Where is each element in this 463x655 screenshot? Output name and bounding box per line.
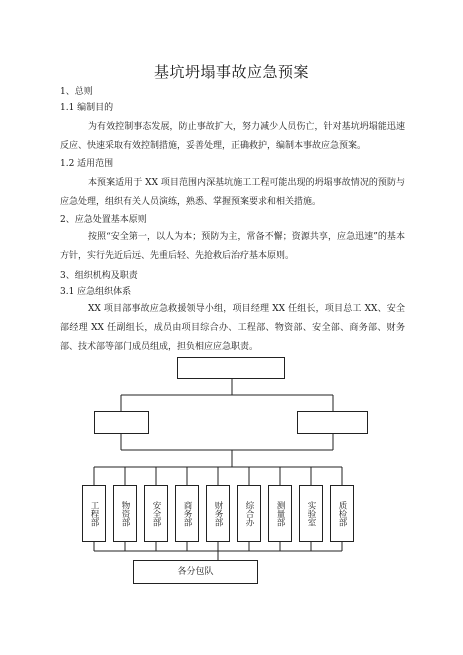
dept-commerce: 商务部 bbox=[175, 485, 199, 542]
paragraph-scope: 本预案适用于 XX 项目范围内深基坑施工工程可能出现的坍塌事故情况的预防与应急处理，组织有关人员演练，熟悉、掌握预案要求和相关措施。 bbox=[60, 178, 405, 207]
org-level2-left-box bbox=[94, 411, 149, 434]
org-subcontractor-label: 各分包队 bbox=[177, 567, 214, 577]
section-heading-principles: 2、应急处置基本原则 bbox=[60, 215, 147, 225]
section-heading-emergency-system: 3.1 应急组织体系 bbox=[60, 287, 132, 297]
dept-engineering: 工程部 bbox=[82, 485, 106, 542]
section-heading-purpose: 1.1 编制目的 bbox=[60, 103, 114, 113]
section-heading-general: 1、总则 bbox=[60, 87, 93, 97]
org-level2-right-box bbox=[297, 411, 368, 434]
dept-safety: 安全部 bbox=[144, 485, 168, 542]
paragraph-purpose: 为有效控制事态发展，防止事故扩大，努力减少人员伤亡，针对基坑坍塌能迅速反应、快速采取有效控制措施，妥善处理，正确救护，编制本事故应急预案。 bbox=[60, 122, 405, 151]
org-subcontractor-box bbox=[133, 560, 258, 584]
dept-survey: 测量部 bbox=[268, 485, 292, 542]
dept-materials: 物资部 bbox=[113, 485, 137, 542]
paragraph-emergency-system: XX 项目部事故应急救援领导小组，项目经理 XX 任组长，项目总工 XX、安全部经理 XX 任副组长，成员由项目综合办、工程部、物资部、安全部、商务部、财务部、技术部等部门成员组成，担负相应应急职责。 bbox=[60, 304, 405, 352]
dept-laboratory: 实验室 bbox=[299, 485, 323, 542]
dept-general-office: 综合办 bbox=[237, 485, 261, 542]
dept-finance: 财务部 bbox=[206, 485, 230, 542]
paragraph-principles: 按照“安全第一，以人为本；预防为主，常备不懈；资源共享，应急迅速”的基本方针，实行先近后远、先重后轻、先抢救后治疗基本原则。 bbox=[60, 232, 405, 261]
section-heading-scope: 1.2 适用范围 bbox=[60, 159, 114, 169]
section-heading-organization: 3、组织机构及职责 bbox=[60, 271, 138, 281]
dept-quality-inspection: 质检部 bbox=[330, 485, 354, 542]
document-title: 基坑坍塌事故应急预案 bbox=[153, 63, 309, 81]
org-top-box bbox=[177, 357, 285, 379]
